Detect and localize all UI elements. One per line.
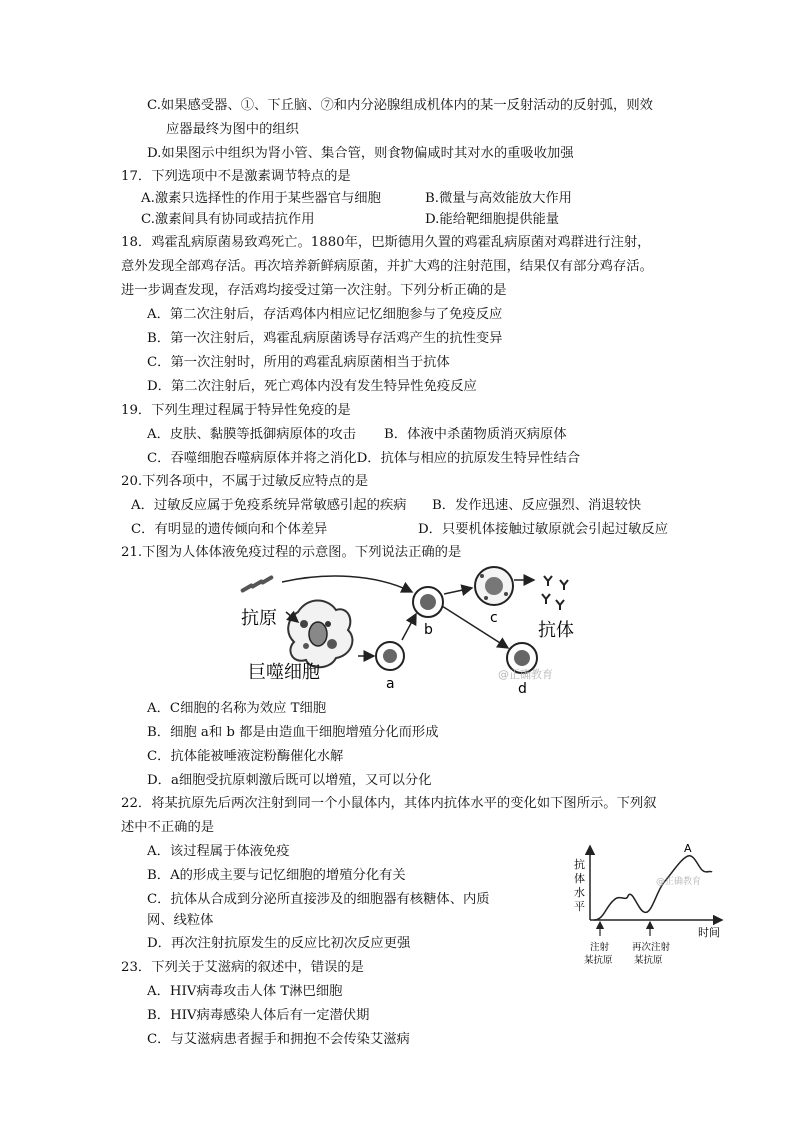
graph-watermark: @正确教育 (656, 877, 702, 887)
second-injection-label-1: 再次注射 (632, 942, 671, 953)
q20-option-c: C．有明显的遗传倾向和个体差异 (131, 522, 328, 537)
first-injection-label-1: 注射 (590, 942, 610, 953)
arrow-a-to-b (402, 614, 416, 640)
antibody-label: 抗体 (538, 620, 574, 641)
watermark: @正确教育 (498, 668, 553, 681)
cell-a-icon (376, 642, 404, 670)
q22-option-b: B．A的形成主要与记忆细胞的增殖分化有关 (147, 868, 406, 883)
antibody-curve (594, 856, 712, 920)
q18-stem-line3: 进一步调查发现，存活鸡均接受过第一次注射。下列分析正确的是 (121, 283, 507, 298)
q18-option-c: C．第一次注射时，所用的鸡霍乱病原菌相当于抗体 (147, 355, 450, 370)
cell-a-label: a (386, 676, 395, 692)
q18-stem-line1: 18．鸡霍乱病原菌易致鸡死亡。1880年，巴斯德用久置的鸡霍乱病原菌对鸡群进行注射， (121, 235, 651, 250)
q19-option-a: A．皮肤、黏膜等抵御病原体的攻击 (147, 427, 357, 442)
q23-option-c: C．与艾滋病患者握手和拥抱不会传染艾滋病 (147, 1032, 410, 1047)
second-injection-label-2: 某抗原 (634, 955, 663, 966)
q23-option-a: A．HIV病毒攻击人体 T淋巴细胞 (147, 984, 343, 999)
q20-option-a: A．过敏反应属于免疫系统异常敏感引起的疾病 (131, 498, 407, 513)
q21-option-c: C．抗体能被唾液淀粉酶催化水解 (147, 749, 344, 764)
cell-c-icon (475, 567, 513, 605)
q17-option-c: C.激素间具有协同或拮抗作用 (141, 212, 315, 227)
antigen-icon (240, 575, 274, 593)
antibody-level-graph (570, 840, 730, 972)
q17-option-b: B.微量与高效能放大作用 (425, 191, 572, 206)
q22-option-c-line2: 网、线粒体 (147, 913, 214, 928)
q18-option-b: B．第一次注射后，鸡霍乱病原菌诱导存活鸡产生的抗性变异 (147, 331, 503, 346)
arrow-b-to-d (442, 606, 508, 648)
q18-option-a: A．第二次注射后，存活鸡体内相应记忆细胞参与了免疫反应 (147, 307, 503, 322)
cell-c-label: c (490, 610, 498, 626)
q17-option-d: D.能给靶细胞提供能量 (425, 212, 560, 227)
q21-stem: 21.下图为人体体液免疫过程的示意图。下列说法正确的是 (121, 545, 462, 560)
q19-stem: 19．下列生理过程属于特异性免疫的是 (121, 403, 351, 418)
x-axis-label: 时间 (698, 926, 720, 939)
q16-option-c-line1: C.如果感受器、①、下丘脑、⑦和内分泌腺组成机体内的某一反射活动的反射弧，则效 (147, 98, 653, 113)
macrophage-label: 巨噬细胞 (248, 662, 320, 683)
antibody-icon (542, 576, 568, 610)
q20-stem: 20.下列各项中，不属于过敏反应特点的是 (121, 474, 369, 489)
q21-option-b: B．细胞 a和 b 都是由造血干细胞增殖分化而形成 (147, 725, 439, 740)
q16-option-c-line2: 应器最终为图中的组织 (166, 122, 299, 137)
cell-b-icon (413, 587, 443, 617)
macrophage-icon (288, 601, 352, 668)
q16-option-d: D.如果图示中组织为肾小管、集合管，则食物偏咸时其对水的重吸收加强 (147, 146, 574, 161)
humoral-immunity-diagram (236, 566, 576, 696)
y-axis-label-2: 体 (574, 872, 585, 885)
arrow-b-to-c (444, 588, 472, 594)
q21-option-d: D．a细胞受抗原刺激后既可以增殖，又可以分化 (147, 773, 432, 788)
q18-stem-line2: 意外发现全部鸡存活。再次培养新鲜病原菌，并扩大鸡的注射范围，结果仅有部分鸡存活。 (121, 259, 653, 274)
q23-stem: 23．下列关于艾滋病的叙述中，错误的是 (121, 960, 364, 975)
q23-option-b: B．HIV病毒感染人体后有一定潜伏期 (147, 1008, 370, 1023)
cell-d-label: d (518, 681, 527, 696)
q22-stem-line1: 22．将某抗原先后两次注射到同一个小鼠体内，其体内抗体水平的变化如下图所示。下列叙 (121, 796, 657, 811)
peak-label: A (684, 842, 692, 855)
y-axis-label-3: 水 (574, 886, 585, 899)
first-injection-label-2: 某抗原 (584, 955, 613, 966)
q22-option-d: D．再次注射抗原发生的反应比初次反应更强 (147, 936, 411, 951)
q21-option-a: A．C细胞的名称为效应 T细胞 (147, 701, 327, 716)
q22-option-a: A．该过程属于体液免疫 (147, 844, 290, 859)
q22-option-c-line1: C．抗体从合成到分泌所直接涉及的细胞器有核糖体、内质 (147, 892, 490, 907)
arrow-antigen-to-b (282, 576, 412, 592)
q20-option-d: D．只要机体接触过敏原就会引起过敏反应 (418, 522, 669, 537)
cell-b-label: b (424, 622, 433, 638)
y-axis-label-1: 抗 (574, 858, 585, 871)
q22-stem-line2: 述中不正确的是 (121, 820, 215, 835)
q19-option-b: B．体液中杀菌物质消灭病原体 (384, 427, 567, 442)
y-axis-label-4: 平 (574, 900, 585, 913)
q17-option-a: A.激素只选择性的作用于某些器官与细胞 (141, 191, 381, 206)
q19-option-cd: C．吞噬细胞吞噬病原体并将之消化D．抗体与相应的抗原发生特异性结合 (147, 451, 581, 466)
q17-stem: 17．下列选项中不是激素调节特点的是 (121, 169, 351, 184)
antigen-label: 抗原 (241, 608, 277, 629)
q20-option-b: B．发作迅速、反应强烈、消退较快 (432, 498, 642, 513)
q18-option-d: D．第二次注射后，死亡鸡体内没有发生特异性免疫反应 (147, 379, 477, 394)
